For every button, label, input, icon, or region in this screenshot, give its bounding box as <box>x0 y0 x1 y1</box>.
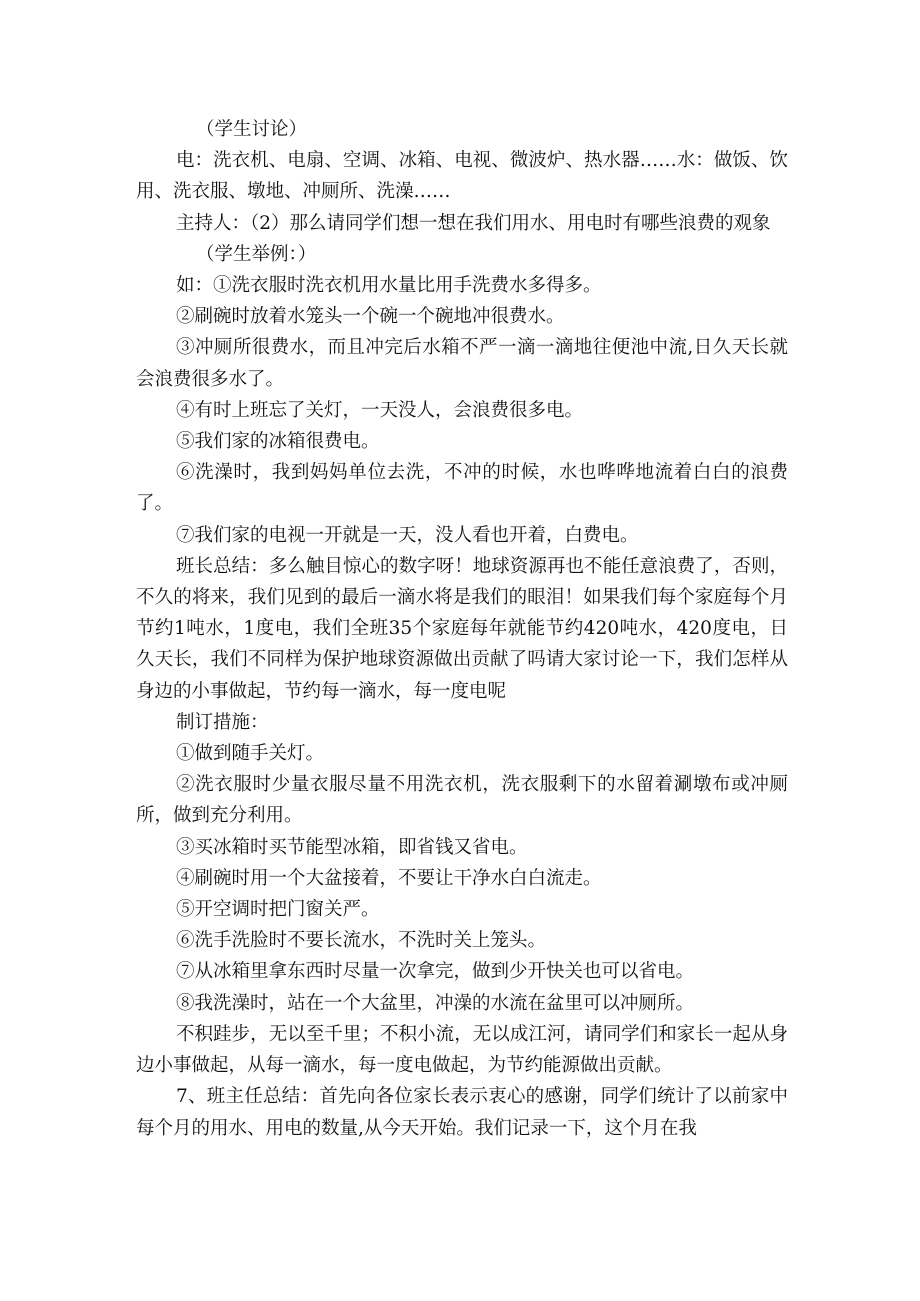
paragraph-measures-heading: 制订措施： <box>176 711 269 733</box>
document-body <box>136 114 788 1144</box>
paragraph-measure-6: ⑥洗手洗脸时不要长流水，不洗时关上笼头。 <box>176 930 547 952</box>
paragraph-example-7: ⑦我们家的电视一开就是一天，没人看也开着，白费电。 <box>176 524 639 546</box>
paragraph-example-3: ③冲厕所很费水，而且冲完后水箱不严一滴一滴地往便池中流,日久天长就会浪费很多水了。 <box>136 337 788 390</box>
paragraph-monitor-summary: 班长总结：多么触目惊心的数字呀！地球资源再也不能任意浪费了，否则，不久的将来，我们见到的最后一滴水将是我们的眼泪！如果我们每个家庭每个月节约1吨水，1度电，我们全班35个家庭每年就能节约420吨水，420度电，日久天长，我们不同样为保护地球资源做出贡献了吗请大家讨论一下，我们怎样从身边的小事做起，节约每一滴水，每一度电呢 <box>136 555 788 702</box>
paragraph-host-question: 主持人：（2）那么请同学们想一想在我们用水、用电时有哪些浪费的观象 <box>176 212 771 234</box>
paragraph-example-2: ②刷碗时放着水笼头一个碗一个碗地冲很费水。 <box>176 306 565 328</box>
paragraph-example-5: ⑤我们家的冰箱很费电。 <box>176 431 380 453</box>
paragraph-example-6: ⑥洗澡时，我到妈妈单位去洗，不冲的时候，水也哗哗地流着白白的浪费了。 <box>136 462 788 515</box>
paragraph-student-discussion: （学生讨论） <box>196 119 308 140</box>
paragraph-measure-8: ⑧我洗澡时，站在一个大盆里，冲澡的水流在盆里可以冲厕所。 <box>176 992 695 1014</box>
paragraph-measure-3: ③买冰箱时买节能型冰箱，即省钱又省电。 <box>176 836 528 858</box>
paragraph-example-1: 如：①洗衣服时洗衣机用水量比用手洗费水多得多。 <box>176 275 602 297</box>
paragraph-teacher-summary: 7、班主任总结：首先向各位家长表示衷心的感谢，同学们统计了以前家中每个月的用水、用电的数量,从今天开始。我们记录一下，这个月在我 <box>136 1086 788 1139</box>
paragraph-student-examples: （学生举例：） <box>196 243 317 265</box>
paragraph-example-4: ④有时上班忘了关灯，一天没人，会浪费很多电。 <box>176 399 584 421</box>
paragraph-measure-1: ①做到随手关灯。 <box>176 743 325 765</box>
paragraph-measure-5: ⑤开空调时把门窗关严。 <box>176 899 380 921</box>
paragraph-call-to-action: 不积跬步，无以至千里；不积小流，无以成江河，请同学们和家长一起从身边小事做起，从每一滴水，每一度电做起，为节约能源做出贡献。 <box>136 1023 788 1077</box>
paragraph-measure-7: ⑦从冰箱里拿东西时尽量一次拿完，做到少开快关也可以省电。 <box>176 961 695 983</box>
paragraph-measure-2: ②洗衣服时少量衣服尽量不用洗衣机，洗衣服剩下的水留着涮墩布或冲厕所，做到充分利用。 <box>136 774 788 827</box>
paragraph-measure-4: ④刷碗时用一个大盆接着，不要让干净水白白流走。 <box>176 867 602 889</box>
paragraph-electricity-water-uses: 电：洗衣机、电扇、空调、冰箱、电视、微波炉、热水器……水：做饭、饮用、洗衣服、墩地、冲厕所、洗澡…… <box>136 150 788 203</box>
